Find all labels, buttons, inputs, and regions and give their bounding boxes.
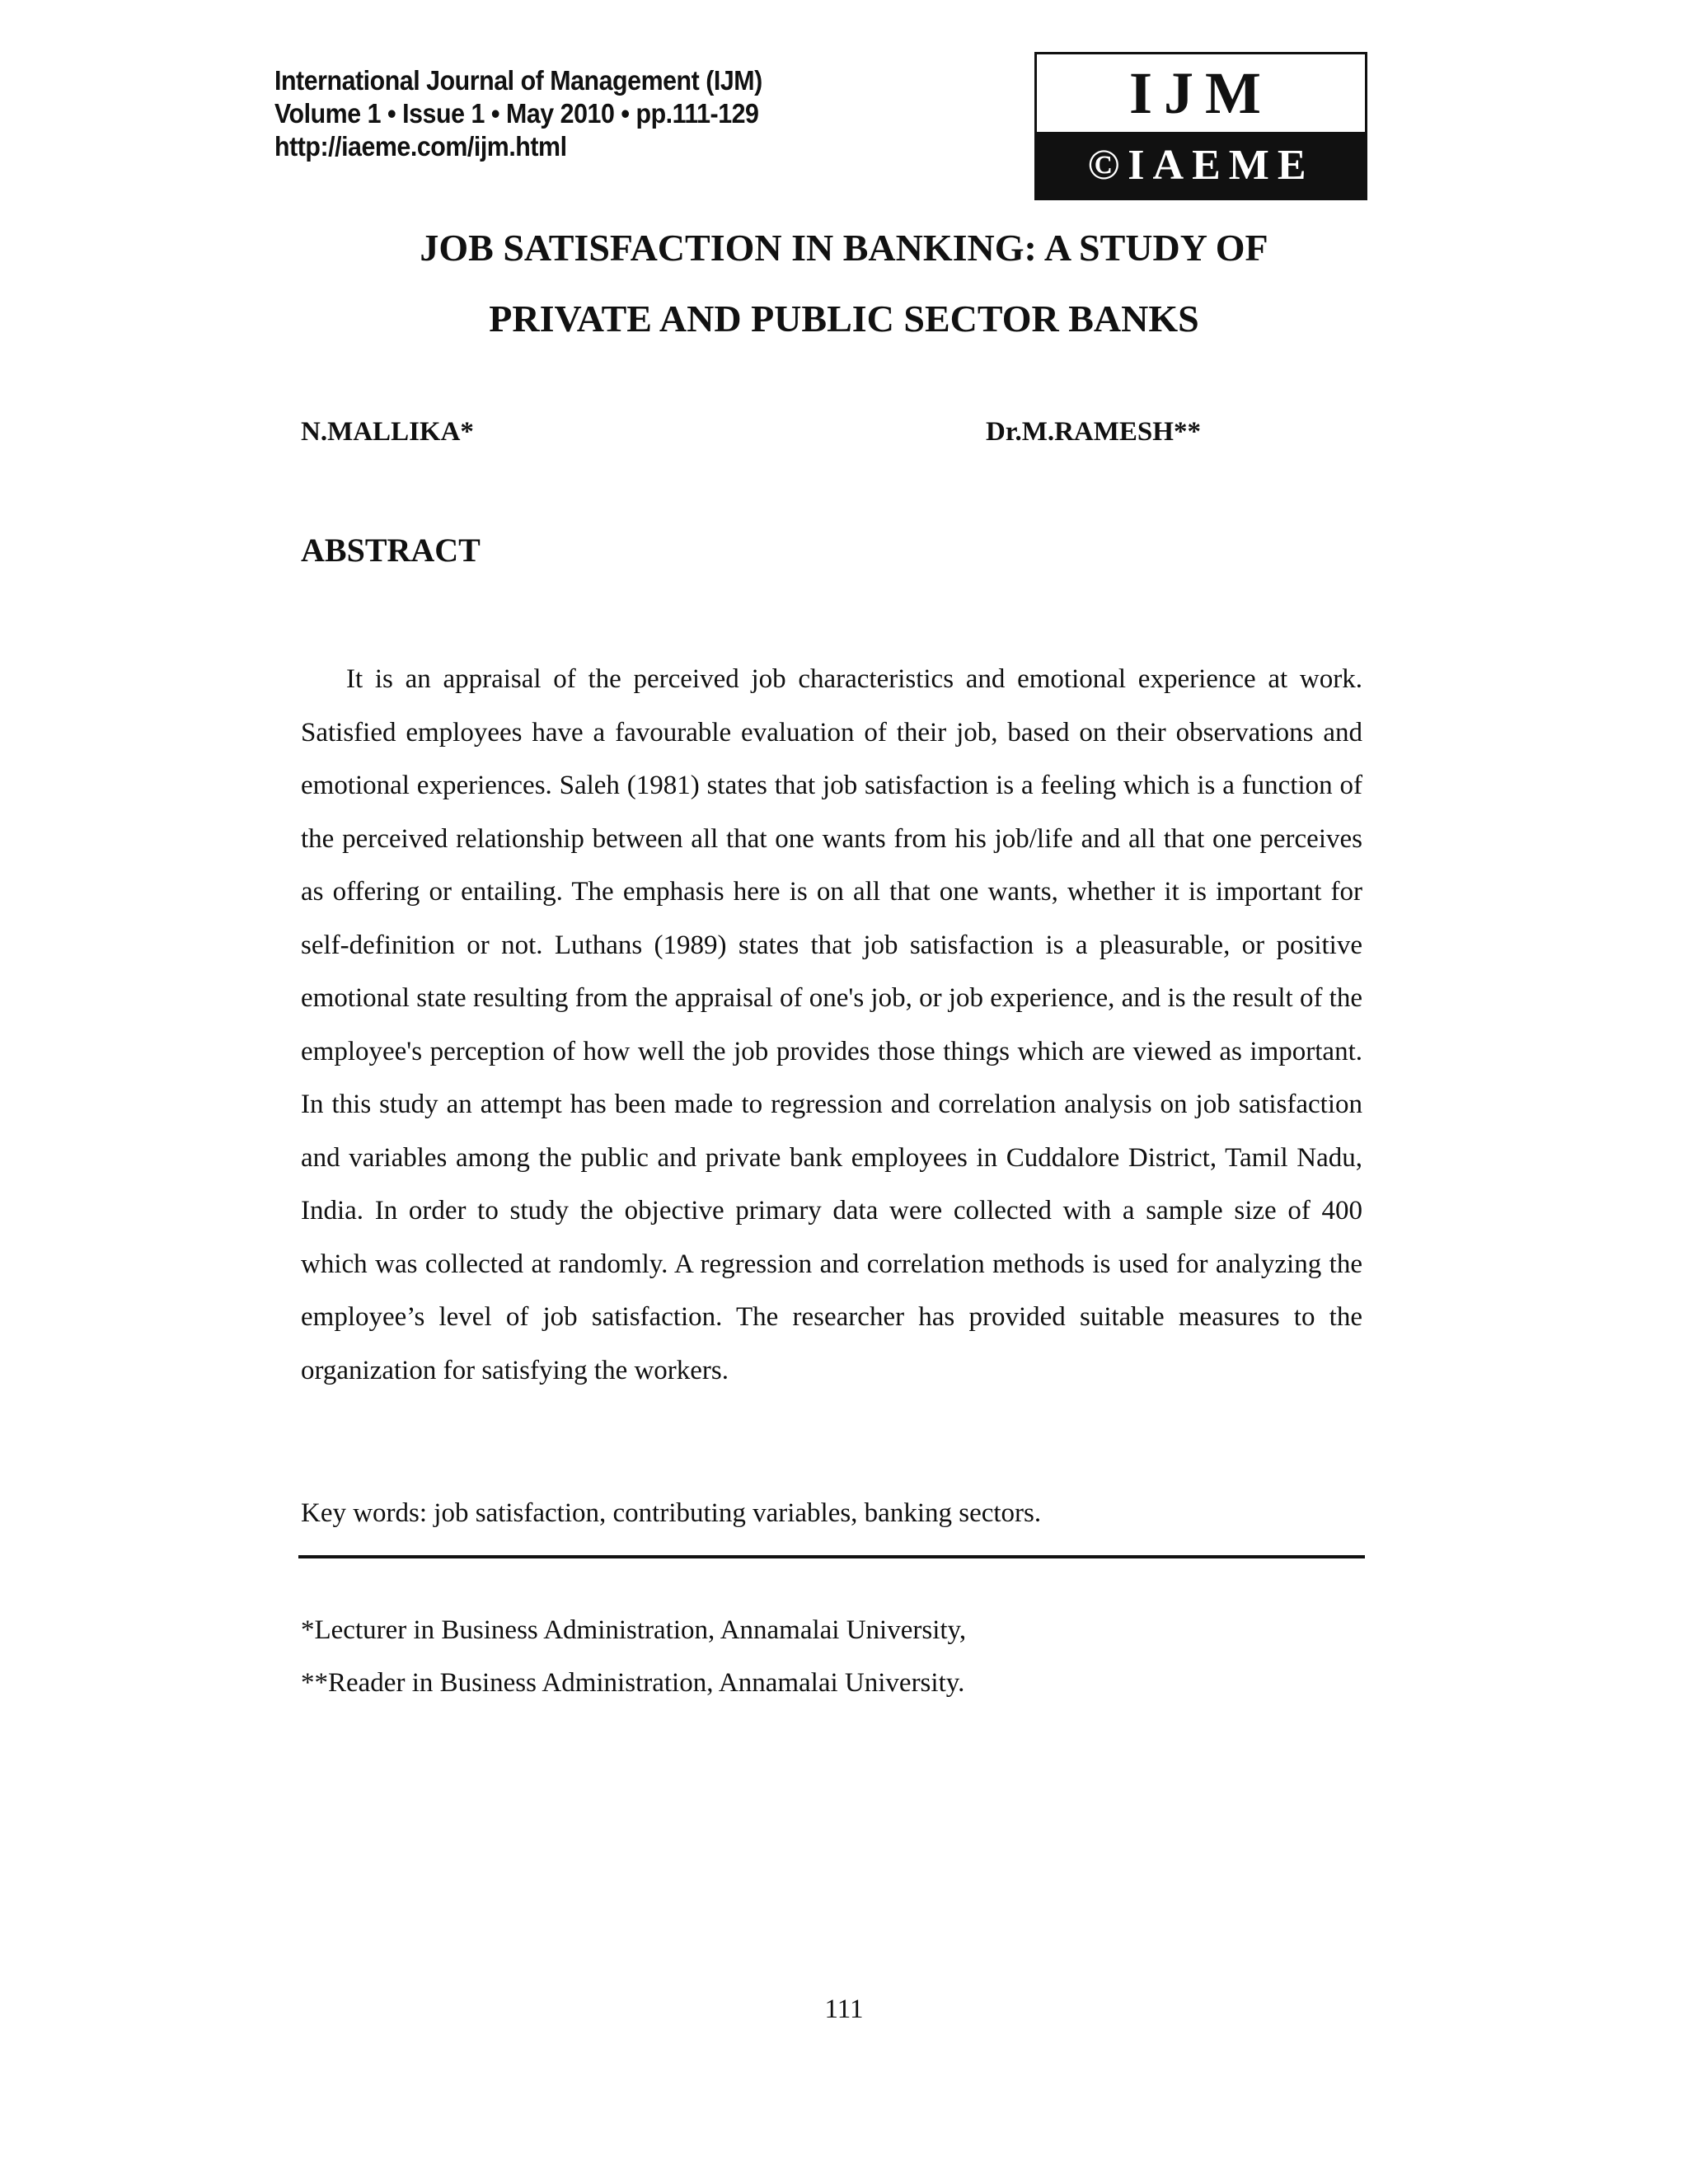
author-second: Dr.M.RAMESH**	[986, 417, 1201, 447]
abstract-body: It is an appraisal of the perceived job characteristics and emotional experience at work. Satisfied employees have a favourable evaluation of their job, based on their observations and emotional experiences. Saleh (1981) states that job satisfaction is a feeling which is a function of the perceived relationship between all that one wants from his job/life and all that one perceives as offering or entailing. The emphasis here is on all that one wants, whether it is important for self-definition or not. Luthans (1989) states that job satisfaction is a pleasurable, or positive emotional state resulting from the appraisal of one's job, or job experience, and is the result of the employee's perception of how well the job provides those things which are viewed as important. In this study an attempt has been made to regression and correlation analysis on job satisfaction and variables among the public and private bank employees in Cuddalore District, Tamil Nadu, India. In order to study the objective primary data were collected with a sample size of 400 which was collected at randomly. A regression and correlation methods is used for analyzing the employee’s level of job satisfaction. The researcher has provided suitable measures to the organization for satisfying the workers.	[301, 664, 1362, 1385]
footnote-first-author: *Lecturer in Business Administration, Annamalai University,	[301, 1615, 967, 1645]
footnote-divider	[298, 1555, 1365, 1558]
paper-title	[198, 213, 1490, 354]
journal-issue-info: Volume 1 • Issue 1 • May 2010 • pp.111-129	[274, 98, 759, 129]
paper-title-line-2: PRIVATE AND PUBLIC SECTOR BANKS	[489, 298, 1199, 340]
page-number: 111	[824, 1994, 864, 2024]
author-first: N.MALLIKA*	[301, 417, 474, 447]
logo-bottom-text: ©IAEME	[1037, 132, 1365, 198]
footnote-second-author: **Reader in Business Administration, Annamalai University.	[301, 1668, 965, 1698]
journal-url: http://iaeme.com/ijm.html	[274, 131, 567, 162]
journal-logo	[1034, 52, 1367, 200]
abstract-heading: ABSTRACT	[301, 532, 481, 569]
paper-title-line-1: JOB SATISFACTION IN BANKING: A STUDY OF	[420, 227, 1268, 269]
keywords: Key words: job satisfaction, contributing variables, banking sectors.	[301, 1498, 1042, 1528]
journal-name: International Journal of Management (IJM)	[274, 65, 762, 96]
journal-header	[274, 64, 851, 163]
logo-top-text: IJM	[1129, 59, 1273, 126]
